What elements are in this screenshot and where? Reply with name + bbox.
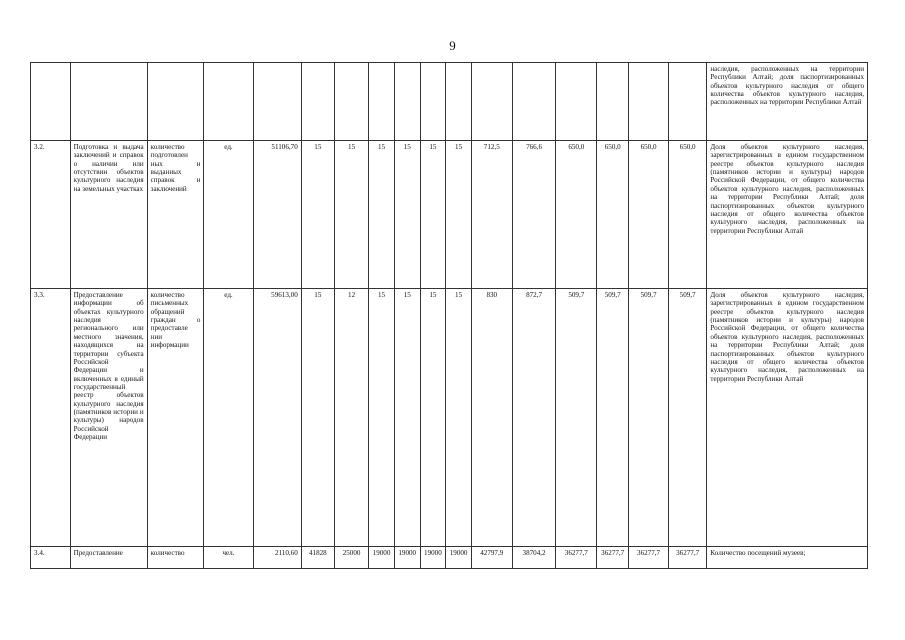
value-cell: 15: [394, 289, 420, 547]
value-cell: 59613,00: [253, 289, 301, 547]
value-cell: 19000: [446, 547, 472, 569]
value-cell: 12: [334, 289, 368, 547]
document-table: [30, 62, 868, 569]
value-cell: [597, 63, 629, 141]
value-cell: 42797,9: [471, 547, 512, 569]
description-cell: Доля объектов культурного наследия, зарегистрированных в едином государственном реестре объектов культурного наследия (памятников истории и культуры) народов Российской Федерации, от общего количества объектов культурного наследия, расположенных на территории Республики Алтай; доля паспортизированных объектов культурного наследия от общего количества объектов культурного наследия, расположенных на территории Республики Алтай: [707, 141, 868, 289]
value-cell: 36277,7: [597, 547, 629, 569]
value-cell: 15: [420, 141, 446, 289]
value-cell: 872,7: [512, 289, 556, 547]
description-cell: наследия, расположенных на территории Республики Алтай; доля паспортизированных объектов культурного наследия от общего количества объектов культурного наследия, расположенных на территории Республики Алтай: [707, 63, 868, 141]
value-cell: [629, 63, 669, 141]
table-row: [31, 547, 868, 569]
unit-cell: ед.: [204, 289, 253, 547]
value-cell: 15: [369, 289, 395, 547]
row-number: 3.4.: [31, 547, 71, 569]
indicator-name: количество письменных обращений граждан о предоставле нии информации: [147, 289, 204, 547]
page-number: 9: [449, 38, 456, 53]
unit-cell: чел.: [204, 547, 253, 569]
value-cell: 38704,2: [512, 547, 556, 569]
value-cell: 36277,7: [556, 547, 597, 569]
row-number: 3.3.: [31, 289, 71, 547]
row-number: [31, 63, 71, 141]
value-cell: 650,0: [668, 141, 707, 289]
value-cell: 25000: [334, 547, 368, 569]
value-cell: 15: [301, 141, 334, 289]
row-number: 3.2.: [31, 141, 71, 289]
value-cell: [334, 63, 368, 141]
value-cell: 19000: [420, 547, 446, 569]
value-cell: 650,0: [597, 141, 629, 289]
value-cell: [668, 63, 707, 141]
table-row: [31, 141, 868, 289]
value-cell: 19000: [369, 547, 395, 569]
unit-cell: ед.: [204, 141, 253, 289]
value-cell: 15: [446, 289, 472, 547]
value-cell: 830: [471, 289, 512, 547]
value-cell: [420, 63, 446, 141]
service-name: Предоставление информации об объектах культурного наследия регионального или местного значения, находящихся на территории субъекта Российской Федерации и включенных в единый государственный реестр объектов культурного наследия (памятников истории и культуры) народов Российской Федерации: [70, 289, 147, 547]
value-cell: [253, 63, 301, 141]
value-cell: 15: [301, 289, 334, 547]
value-cell: 509,7: [629, 289, 669, 547]
value-cell: 19000: [394, 547, 420, 569]
value-cell: [556, 63, 597, 141]
value-cell: 509,7: [668, 289, 707, 547]
value-cell: [446, 63, 472, 141]
service-name: Предоставление: [70, 547, 147, 569]
value-cell: [512, 63, 556, 141]
value-cell: 712,5: [471, 141, 512, 289]
indicator-name: количество подготовлен ных и выданных справок и заключений: [147, 141, 204, 289]
value-cell: 15: [394, 141, 420, 289]
value-cell: 509,7: [597, 289, 629, 547]
value-cell: 51106,70: [253, 141, 301, 289]
value-cell: 15: [420, 289, 446, 547]
value-cell: 15: [369, 141, 395, 289]
value-cell: [369, 63, 395, 141]
description-cell: Доля объектов культурного наследия, зарегистрированных в едином государственном реестре объектов культурного наследия (памятников истории и культуры) народов Российской Федерации, от общего количества объектов культурного наследия, расположенных на территории Республики Алтай; доля паспортизированных объектов культурного наследия от общего количества объектов культурного наследия, расположенных на территории Республики Алтай: [707, 289, 868, 547]
value-cell: [394, 63, 420, 141]
table-row: [31, 63, 868, 141]
unit-cell: [204, 63, 253, 141]
value-cell: [471, 63, 512, 141]
service-name: [70, 63, 147, 141]
value-cell: 41828: [301, 547, 334, 569]
value-cell: 766,6: [512, 141, 556, 289]
value-cell: 15: [446, 141, 472, 289]
indicator-name: количество: [147, 547, 204, 569]
indicator-name: [147, 63, 204, 141]
value-cell: 36277,7: [668, 547, 707, 569]
service-name: Подготовка и выдача заключений и справок о наличии или отсутствии объектов культурного наследия на земельных участках: [70, 141, 147, 289]
value-cell: 15: [334, 141, 368, 289]
description-cell: Количество посещений музеев;: [707, 547, 868, 569]
value-cell: 509,7: [556, 289, 597, 547]
value-cell: 36277,7: [629, 547, 669, 569]
value-cell: 650,0: [629, 141, 669, 289]
table-row: [31, 289, 868, 547]
value-cell: [301, 63, 334, 141]
value-cell: 650,0: [556, 141, 597, 289]
value-cell: 2110,60: [253, 547, 301, 569]
